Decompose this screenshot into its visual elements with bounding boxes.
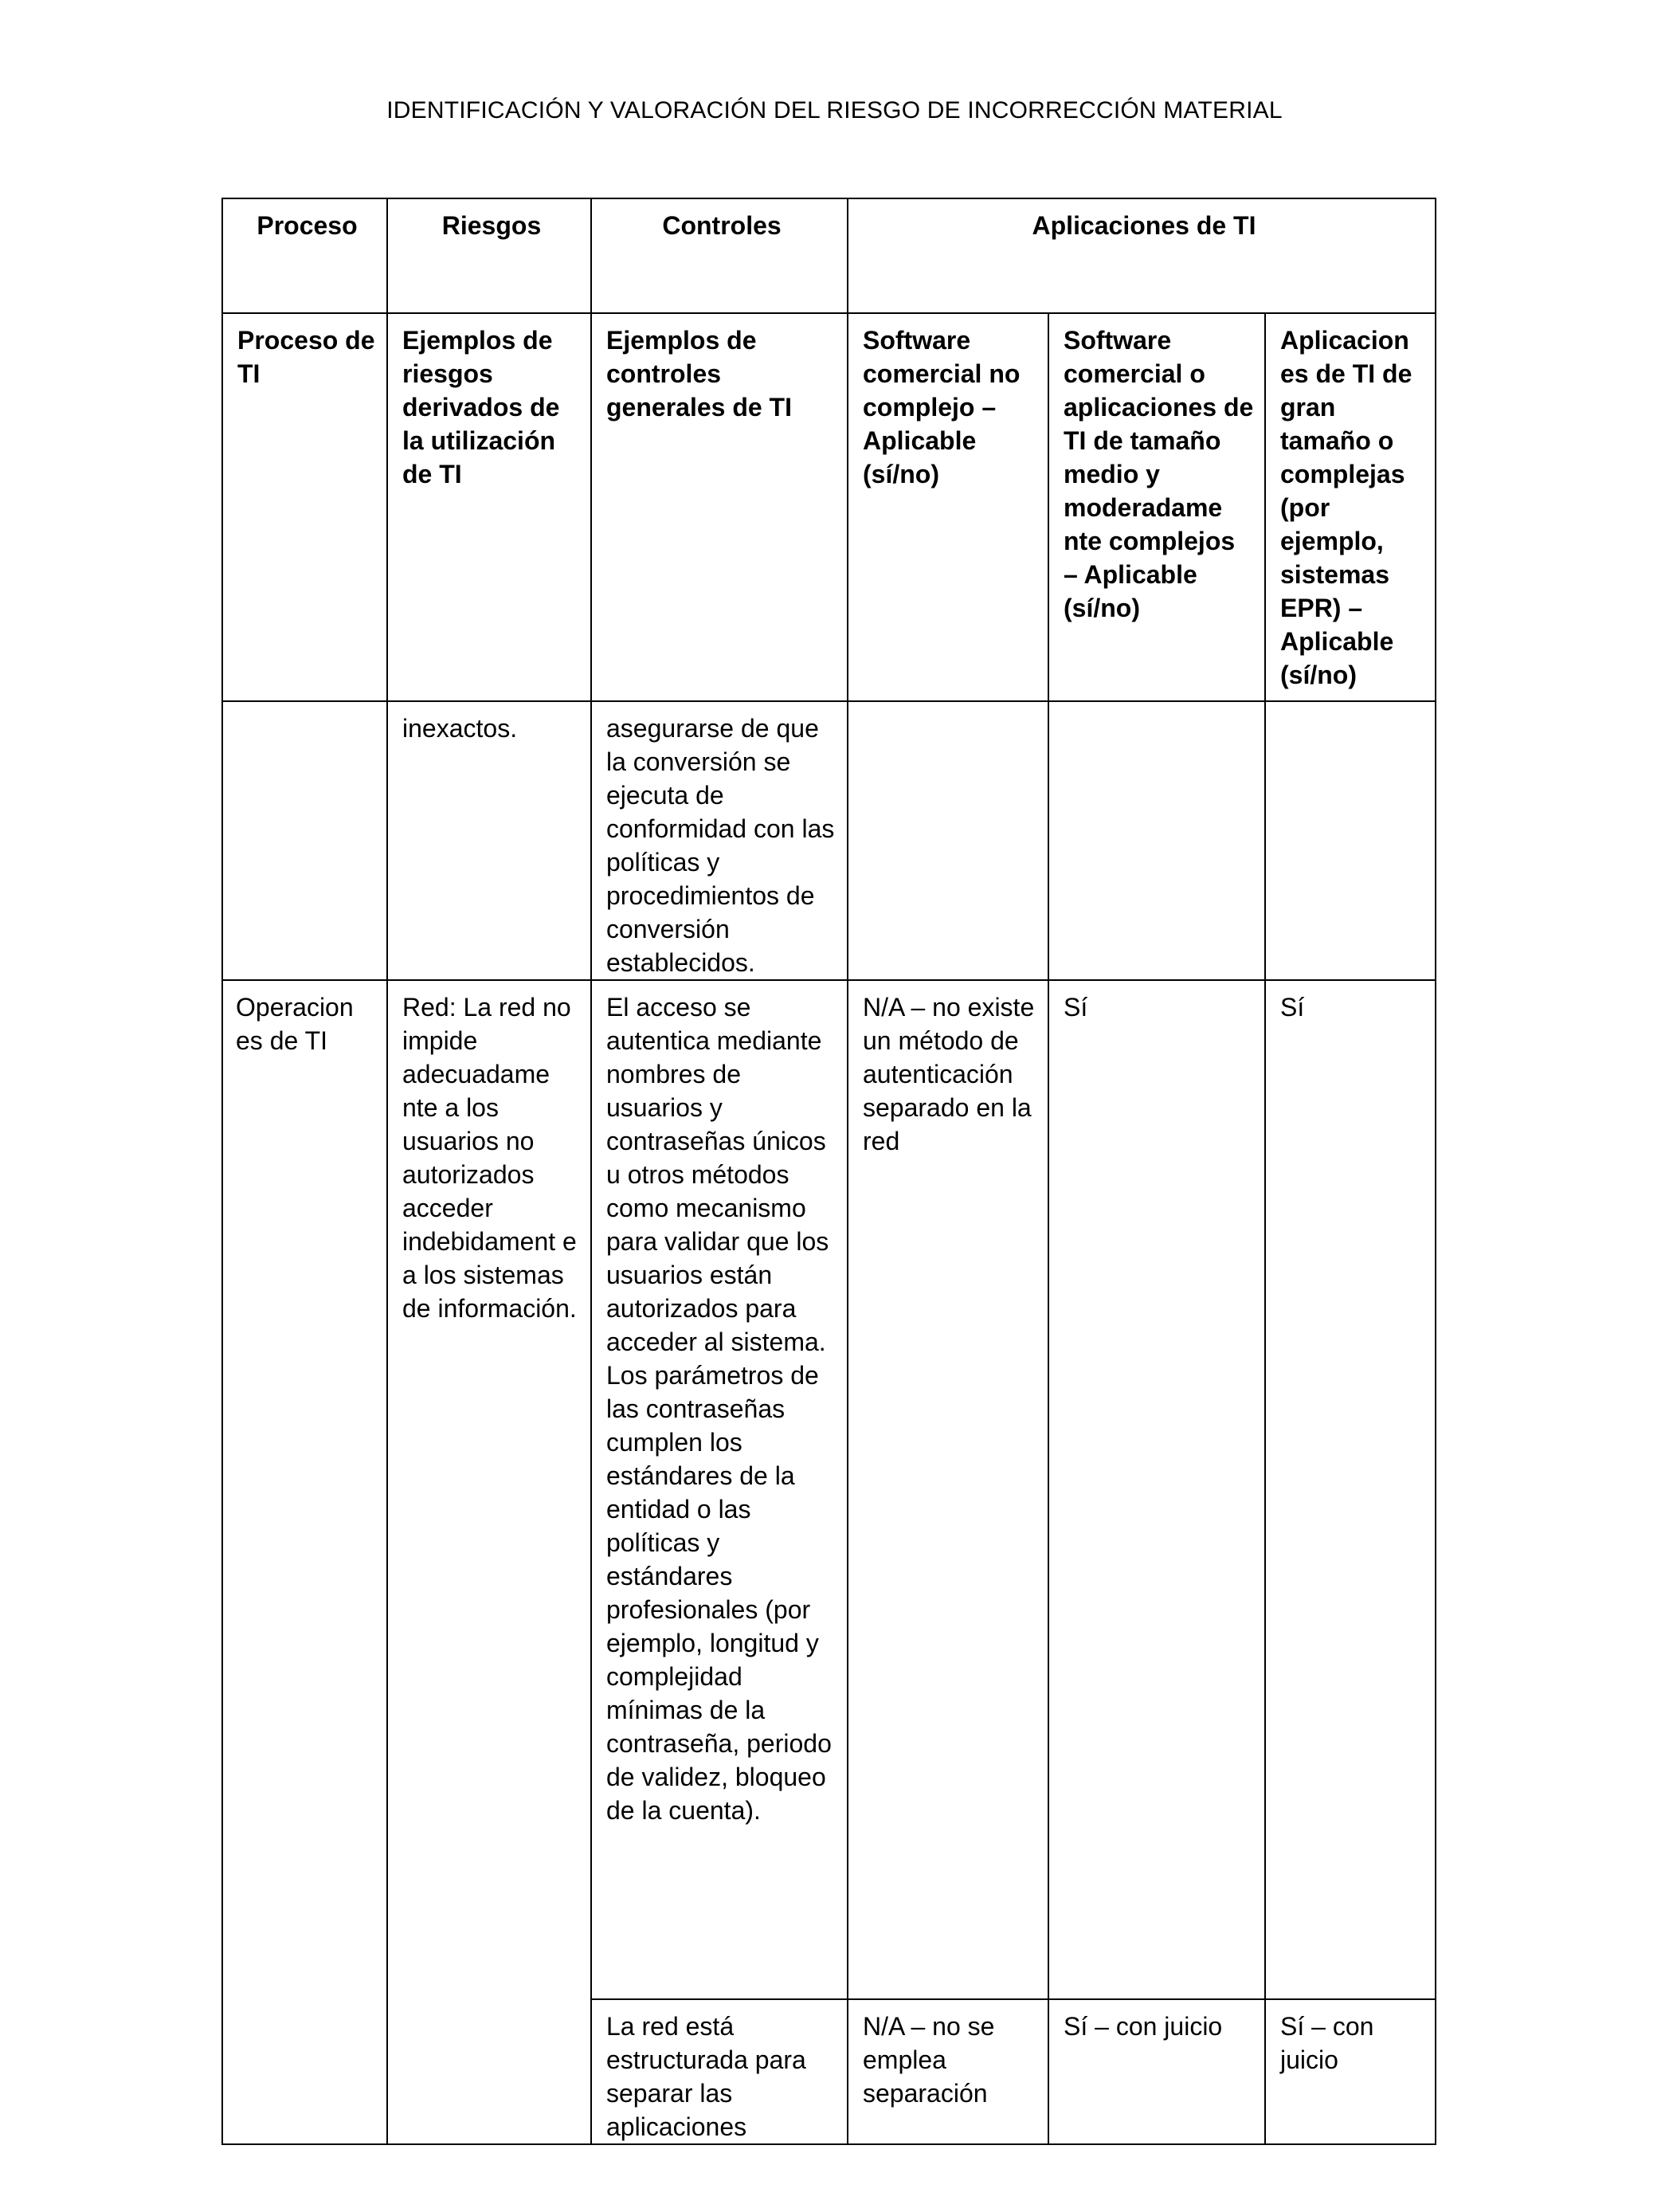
cell-proceso [222, 701, 387, 980]
cell-riesgo: inexactos. [387, 701, 591, 980]
cell-control: asegurarse de que la conversión se ejecuta de conformidad con las políticas y procedimientos de conversión establecidos. [591, 701, 848, 980]
table-subheader-row [222, 313, 1436, 701]
cell-gran [1265, 701, 1436, 980]
cell-no-complejo: N/A – no se emplea separación [848, 1999, 1048, 2144]
table-row [222, 980, 1436, 1999]
header-controles: Controles [591, 198, 848, 313]
risk-table [221, 198, 1436, 2145]
subheader-controles-ejemplos: Ejemplos de controles generales de TI [591, 313, 848, 701]
cell-medio [1048, 701, 1265, 980]
subheader-software-medio: Software comercial o aplicaciones de TI de tamaño medio y moderadame nte complejos – Aplicable (sí/no) [1048, 313, 1265, 701]
subheader-aplicaciones-gran: Aplicacion es de TI de gran tamaño o complejas (por ejemplo, sistemas EPR) – Aplicable (sí/no) [1265, 313, 1436, 701]
table-row [222, 701, 1436, 980]
cell-medio: Sí – con juicio [1048, 1999, 1265, 2144]
cell-control: El acceso se autentica mediante nombres de usuarios y contraseñas únicos u otros métodos como mecanismo para validar que los usuarios están autorizados para acceder al sistema. Los parámetros de las contraseñas cumplen los estándares de la entidad o las políticas y estándares profesionales (por ejemplo, longitud y complejidad mínimas de la contraseña, periodo de validez, bloqueo de la cuenta). [591, 980, 848, 1999]
page-title: IDENTIFICACIÓN Y VALORACIÓN DEL RIESGO DE INCORRECCIÓN MATERIAL [386, 97, 1283, 124]
cell-medio: Sí [1048, 980, 1265, 1999]
table-header-row [222, 198, 1436, 313]
cell-gran: Sí – con juicio [1265, 1999, 1436, 2144]
cell-proceso: Operacion es de TI [222, 980, 387, 2144]
subheader-software-no-complejo: Software comercial no complejo – Aplicable (sí/no) [848, 313, 1048, 701]
cell-no-complejo [848, 701, 1048, 980]
header-proceso: Proceso [222, 198, 387, 313]
subheader-proceso-ti: Proceso de TI [222, 313, 387, 701]
cell-no-complejo: N/A – no existe un método de autenticación separado en la red [848, 980, 1048, 1999]
cell-gran: Sí [1265, 980, 1436, 1999]
cell-control: La red está estructurada para separar las aplicaciones [591, 1999, 848, 2144]
cell-riesgo: Red: La red no impide adecuadame nte a los usuarios no autorizados acceder indebidament e a los sistemas de información. [387, 980, 591, 2144]
header-aplicaciones: Aplicaciones de TI [848, 198, 1436, 313]
subheader-riesgos-ejemplos: Ejemplos de riesgos derivados de la utilización de TI [387, 313, 591, 701]
header-riesgos: Riesgos [387, 198, 591, 313]
